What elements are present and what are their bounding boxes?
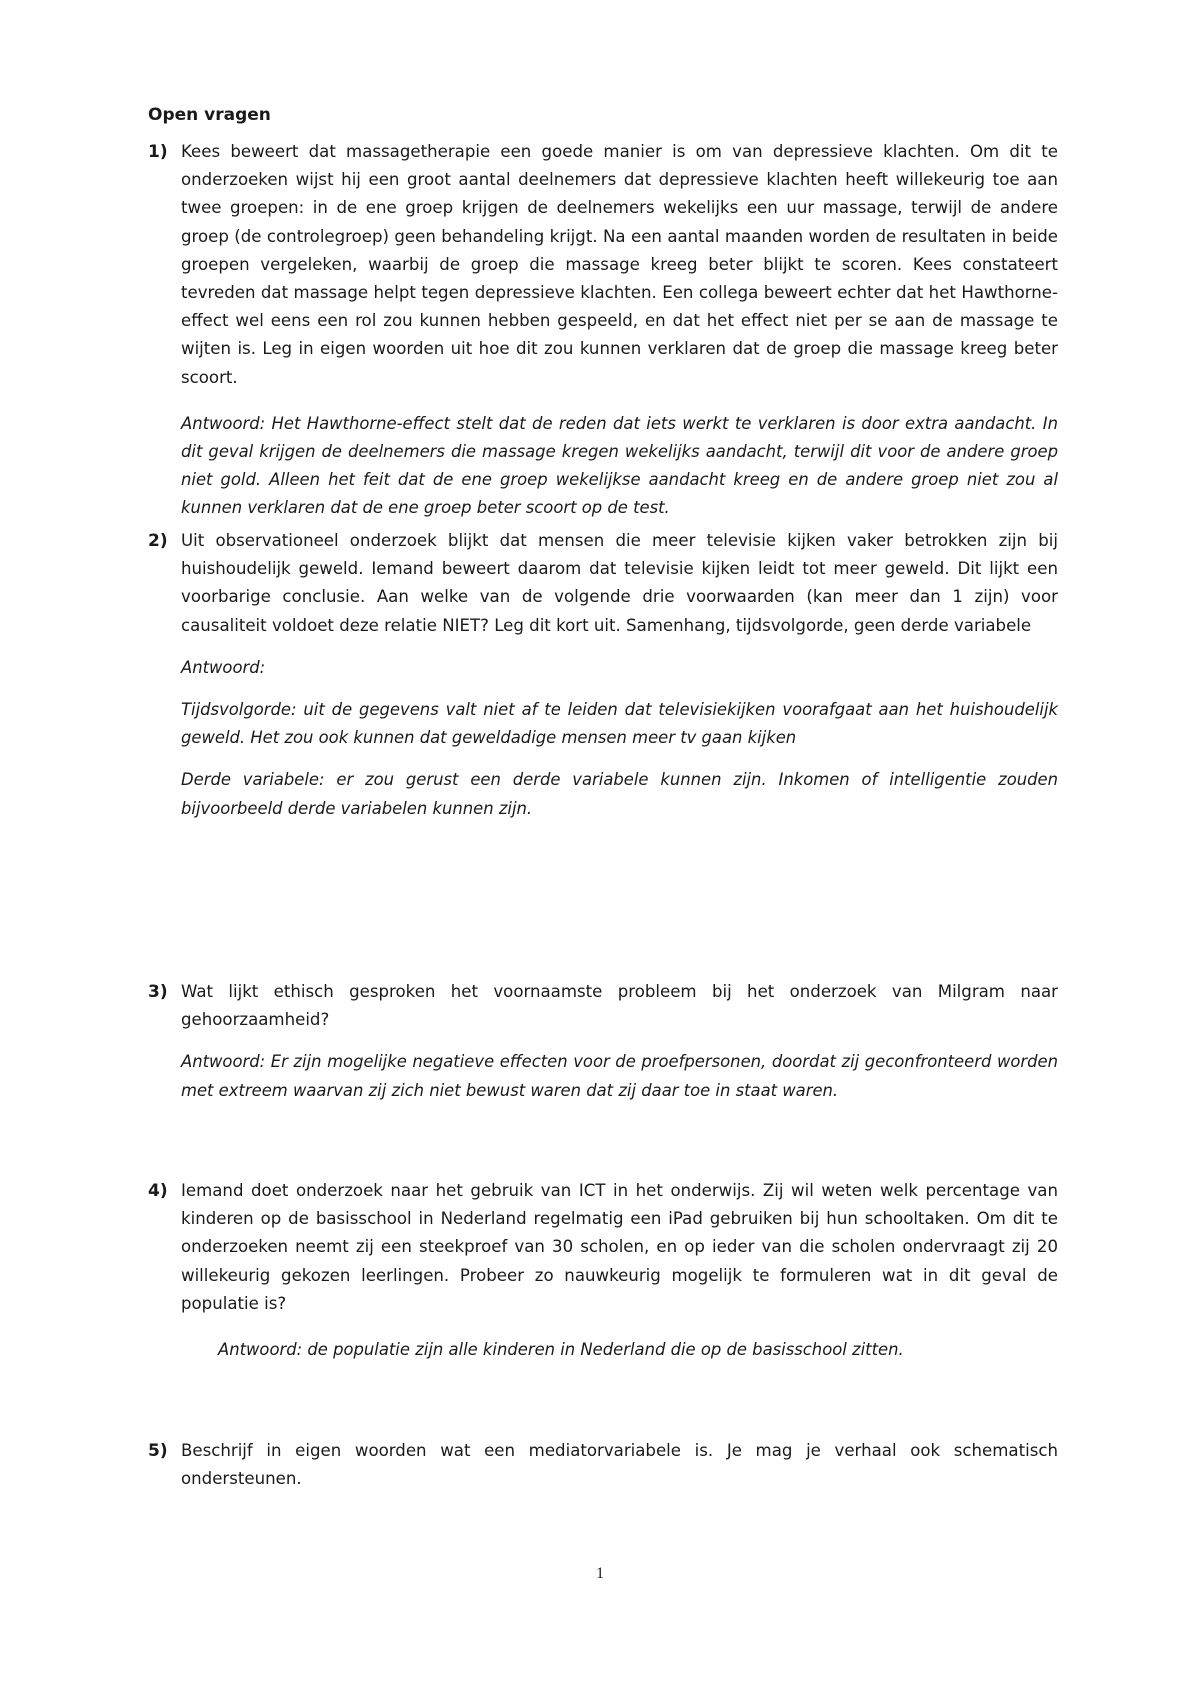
answer-text: Antwoord: Er zijn mogelijke negatieve effecten voor de proefpersonen, doordat zij geconfronteerd worden met extreem waarvan zij zich niet bewust waren dat zij daar toe in staat waren. (181, 1052, 1058, 1100)
page-heading: Open vragen (148, 105, 271, 125)
question-number: 1) (148, 142, 168, 162)
page-number: 1 (596, 1565, 604, 1582)
question-5 (148, 1437, 1058, 1493)
question-4 (148, 1177, 1058, 1364)
answer-text: Antwoord: Het Hawthorne-effect stelt dat de reden dat iets werkt te verklaren is door extra aandacht. In dit geval krijgen de deelnemers die massage kregen wekelijks aandacht, terwijl dit voor de andere groep niet gold. Alleen het feit dat de ene groep wekelijkse aandacht kreeg en de andere groep niet zou al kunnen verklaren dat de ene groep beter scoort op de test. (181, 413, 1058, 518)
answer-text-part1: Tijdsvolgorde: uit de gegevens valt niet af te leiden dat televisiekijken voorafgaat aan het huishoudelijk geweld. Het zou ook kunnen dat geweldadige mensen meer tv gaan kijken (181, 700, 1058, 748)
question-text: Iemand doet onderzoek naar het gebruik van ICT in het onderwijs. Zij wil weten welk percentage van kinderen op de basisschool in Nederland regelmatig een iPad gebruiken bij hun schooltaken. Om dit te onderzoeken neemt zij een steekproef van 30 scholen, en op ieder van die scholen ondervraagt zij 20 willekeurig gekozen leerlingen. Probeer zo nauwkeurig mogelijk te formuleren wat in dit geval de populatie is? (181, 1181, 1058, 1313)
question-number: 3) (148, 982, 168, 1002)
question-text: Wat lijkt ethisch gesproken het voornaamste probleem bij het onderzoek van Milgram naar gehoorzaamheid? (181, 982, 1058, 1030)
question-text: Uit observationeel onderzoek blijkt dat mensen die meer televisie kijken vaker betrokken zijn bij huishoudelijk geweld. Iemand beweert daarom dat televisie kijken leidt tot meer geweld. Dit lijkt een voorbarige conclusie. Aan welke van de volgende drie voorwaarden (kan meer dan 1 zijn) voor causaliteit voldoet deze relatie NIET? Leg dit kort uit. Samenhang, tijdsvolgorde, geen derde variabele (181, 531, 1058, 635)
question-3 (148, 978, 1058, 1105)
question-number: 5) (148, 1441, 168, 1461)
question-1 (148, 138, 1058, 523)
question-text: Kees beweert dat massagetherapie een goede manier is om van depressieve klachten. Om dit te onderzoeken wijst hij een groot aantal deelnemers dat depressieve klachten heeft willekeurig toe aan twee groepen: in de ene groep krijgen de deelnemers wekelijks een uur massage, terwijl de andere groep (de controlegroep) geen behandeling krijgt. Na een aantal maanden worden de resultaten in beide groepen vergeleken, waarbij de groep die massage kreeg beter blijkt te scoren. Kees constateert tevreden dat massage helpt tegen depressieve klachten. Een collega beweert echter dat het Hawthorne-effect wel eens een rol zou kunnen hebben gespeeld, en dat het effect niet per se aan de massage te wijten is. Leg in eigen woorden uit hoe dit zou kunnen verklaren dat de groep die massage kreeg beter scoort. (181, 142, 1058, 387)
answer-label: Antwoord: (181, 657, 266, 677)
answer-text-part2: Derde variabele: er zou gerust een derde variabele kunnen zijn. Inkomen of intelligentie zouden bijvoorbeeld derde variabelen kunnen zijn. (181, 770, 1058, 818)
answer-text: Antwoord: de populatie zijn alle kinderen in Nederland die op de basisschool zitten. (218, 1340, 904, 1360)
question-2 (148, 527, 1058, 823)
question-number: 4) (148, 1181, 168, 1201)
question-number: 2) (148, 531, 168, 551)
question-text: Beschrijf in eigen woorden wat een mediatorvariabele is. Je mag je verhaal ook schematisch ondersteunen. (181, 1441, 1058, 1489)
